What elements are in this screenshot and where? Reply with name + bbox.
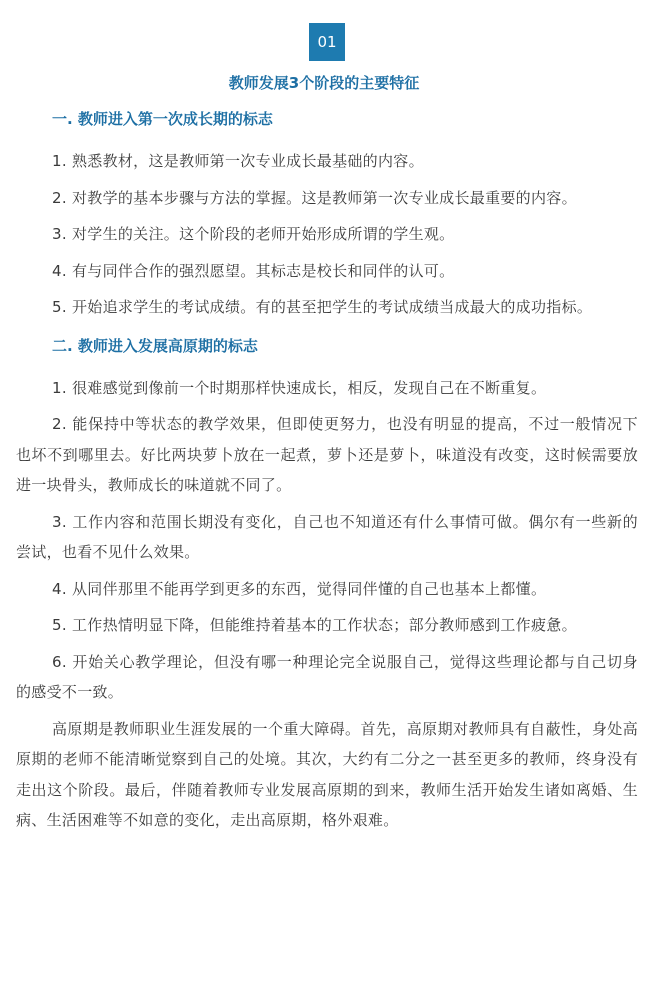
section-number-badge: 01	[309, 23, 345, 61]
article-title: 教师发展3个阶段的主要特征	[228, 74, 420, 92]
paragraph: 6. 开始关心教学理论，但没有哪一种理论完全说服自己，觉得这些理论都与自己切身的感受不一致。	[16, 652, 638, 701]
paragraph: 1. 很难感觉到像前一个时期那样快速成长，相反，发现自己在不断重复。	[52, 378, 547, 397]
paragraph: 4. 从同伴那里不能再学到更多的东西，觉得同伴懂的自己也基本上都懂。	[52, 579, 547, 598]
paragraph: 高原期是教师职业生涯发展的一个重大障碍。首先，高原期对教师具有自蔽性，身处高原期的老师不能清晰觉察到自己的处境。其次，大约有二分之一甚至更多的教师，终身没有走出这个阶段。最后，伴随着教师专业发展高原期的到来，教师生活开始发生诸如离婚、生病、生活困难等不如意的变化，走出高原期，格外艰难。	[16, 719, 638, 829]
paragraph: 5. 开始追求学生的考试成绩。有的甚至把学生的考试成绩当成最大的成功指标。	[52, 298, 593, 316]
paragraph: 4. 有与同伴合作的强烈愿望。其标志是校长和同伴的认可。	[52, 261, 455, 280]
paragraph: 5. 工作热情明显下降，但能维持着基本的工作状态；部分教师感到工作疲惫。	[52, 616, 577, 634]
paragraph: 3. 对学生的关注。这个阶段的老师开始形成所谓的学生观。	[52, 225, 455, 243]
section-heading-1: 一. 教师进入第一次成长期的标志	[52, 110, 273, 128]
paragraph: 2. 能保持中等状态的教学效果，但即使更努力，也没有明显的提高，不过一般情况下也坏不到哪里去。好比两块萝卜放在一起煮，萝卜还是萝卜，味道没有改变，这时候需要放进一块骨头，教师成长的味道就不同了。	[16, 415, 638, 494]
section-heading-2: 二. 教师进入发展高原期的标志	[52, 336, 258, 355]
article-body	[16, 108, 638, 842]
paragraph: 1. 熟悉教材，这是教师第一次专业成长最基础的内容。	[52, 152, 424, 170]
paragraph: 3. 工作内容和范围长期没有变化，自己也不知道还有什么事情可做。偶尔有一些新的尝试，也看不见什么效果。	[16, 512, 638, 561]
paragraph: 2. 对教学的基本步骤与方法的掌握。这是教师第一次专业成长最重要的内容。	[52, 188, 577, 207]
